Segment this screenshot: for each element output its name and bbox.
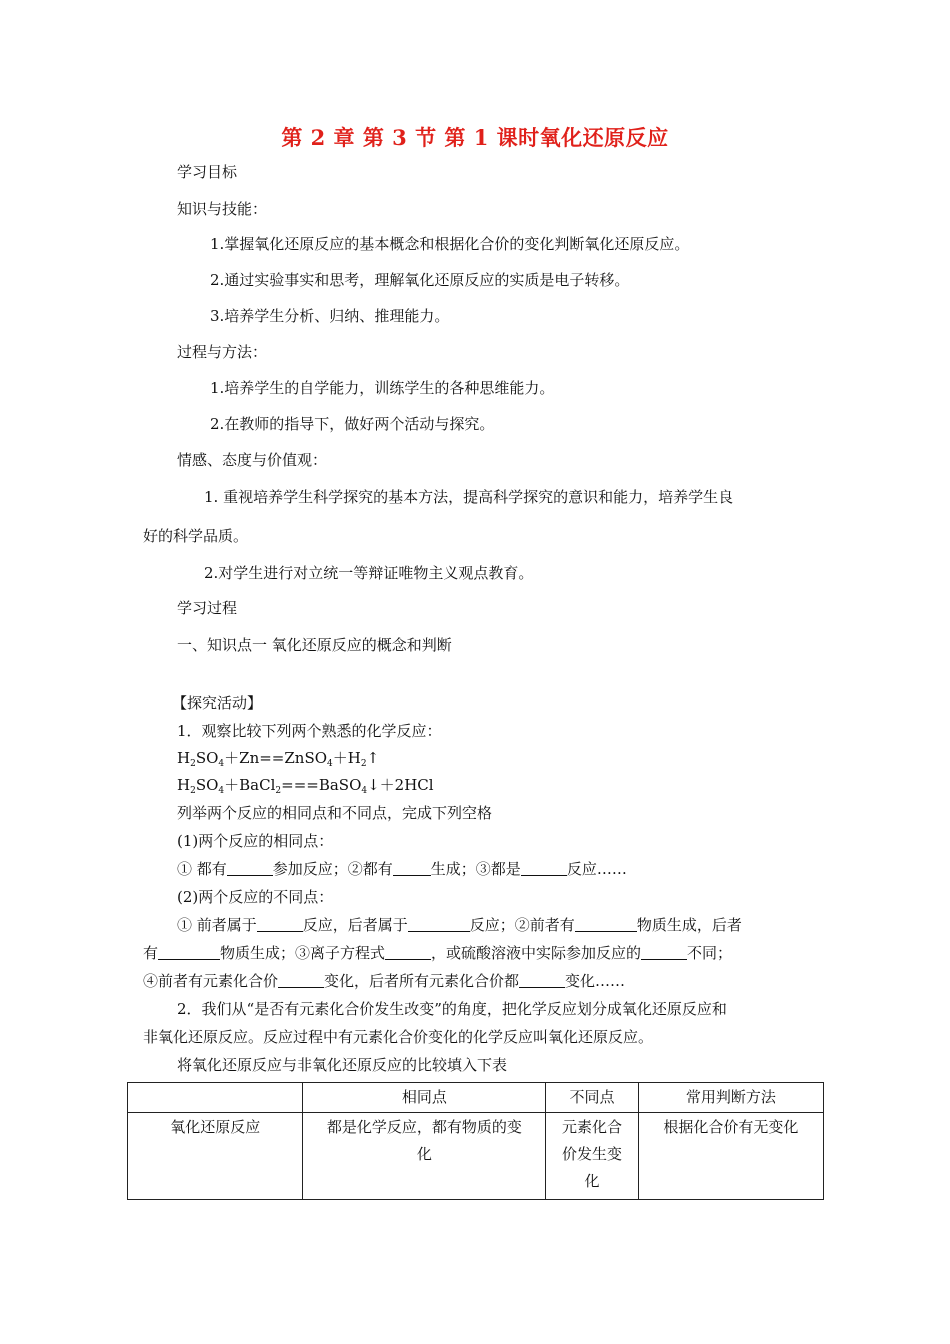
page-title: 第 2 章 第 3 节 第 1 课时氧化还原反应 — [281, 125, 669, 150]
knowledge-item: 1.掌握氧化还原反应的基本概念和根据化合价的变化判断氧化还原反应。 — [210, 235, 690, 253]
table-cell: 氧化还原反应 — [128, 1113, 303, 1200]
same-heading: (1)两个反应的相同点： — [177, 832, 334, 850]
objectives-heading: 学习目标 — [177, 163, 238, 181]
comparison-table — [127, 1082, 824, 1200]
answer-blank[interactable] — [519, 973, 565, 988]
diff-fill-line: ④前者有元素化合价 变化，后者所有元素化合价都 变化…… — [143, 972, 626, 990]
attitude-item: 2.对学生进行对立统一等辩证唯物主义观点教育。 — [204, 564, 534, 582]
attitude-heading: 情感、态度与价值观： — [177, 451, 328, 469]
answer-blank[interactable] — [227, 861, 273, 876]
diff-heading: (2)两个反应的不同点： — [177, 888, 334, 906]
answer-blank[interactable] — [158, 945, 220, 960]
activity-heading: 【探究活动】 — [172, 694, 263, 712]
question-2-line2: 非氧化还原反应。反应过程中有元素化合价变化的化学反应叫氧化还原反应。 — [143, 1028, 654, 1046]
equation-2: $H_2SO_4+BaCl_2===BaSO_4↓+2HCl$ — [177, 776, 434, 796]
table-header-row — [128, 1083, 824, 1113]
answer-blank[interactable] — [575, 917, 637, 932]
answer-blank[interactable] — [408, 917, 470, 932]
table-cell: 元素化合价发生变化 — [546, 1113, 638, 1200]
attitude-item-line1: 1. 重视培养学生科学探究的基本方法，提高科学探究的意识和能力，培养学生良 — [204, 488, 734, 506]
table-header-cell: 相同点 — [303, 1083, 546, 1113]
table-header-cell: 常用判断方法 — [638, 1083, 823, 1113]
attitude-item-line2: 好的科学品质。 — [143, 527, 249, 545]
process-item: 1.培养学生的自学能力，训练学生的各种思维能力。 — [210, 379, 555, 397]
process-item: 2.在教师的指导下，做好两个活动与探究。 — [210, 415, 495, 433]
answer-blank[interactable] — [385, 945, 431, 960]
answer-blank[interactable] — [393, 861, 431, 876]
answer-blank[interactable] — [257, 917, 303, 932]
section-heading: 一、知识点一 氧化还原反应的概念和判断 — [177, 636, 452, 654]
knowledge-item: 3.培养学生分析、归纳、推理能力。 — [210, 307, 450, 325]
table-header-cell: 不同点 — [546, 1083, 638, 1113]
answer-blank[interactable] — [641, 945, 687, 960]
process-method-heading: 过程与方法： — [177, 343, 268, 361]
diff-fill-line: 有 物质生成；③离子方程式 ，或硫酸溶液中实际参加反应的 不同； — [143, 944, 733, 962]
question-1: 1．观察比较下列两个熟悉的化学反应： — [177, 722, 442, 740]
equation-1: $H_2SO_4+Zn==ZnSO_4+H_2↑$ — [177, 749, 380, 769]
list-prompt: 列举两个反应的相同点和不同点，完成下列空格 — [177, 804, 493, 822]
table-header-cell — [128, 1083, 303, 1113]
table-cell: 都是化学反应，都有物质的变化 — [303, 1113, 546, 1200]
learning-process-heading: 学习过程 — [177, 599, 238, 617]
answer-blank[interactable] — [521, 861, 567, 876]
same-fill-line: ① 都有 参加反应；②都有 生成；③都是 反应…… — [177, 860, 627, 878]
table-cell: 根据化合价有无变化 — [638, 1113, 823, 1200]
table-row — [128, 1113, 824, 1200]
knowledge-heading: 知识与技能： — [177, 200, 268, 218]
table-prompt: 将氧化还原反应与非氧化还原反应的比较填入下表 — [177, 1056, 508, 1074]
question-2-line1: 2．我们从“是否有元素化合价发生改变”的角度，把化学反应划分成氧化还原反应和 — [177, 1000, 727, 1018]
answer-blank[interactable] — [278, 973, 324, 988]
knowledge-item: 2.通过实验事实和思考，理解氧化还原反应的实质是电子转移。 — [210, 271, 630, 289]
diff-fill-line: ① 前者属于 反应，后者属于 反应；②前者有 物质生成，后者 — [177, 916, 742, 934]
